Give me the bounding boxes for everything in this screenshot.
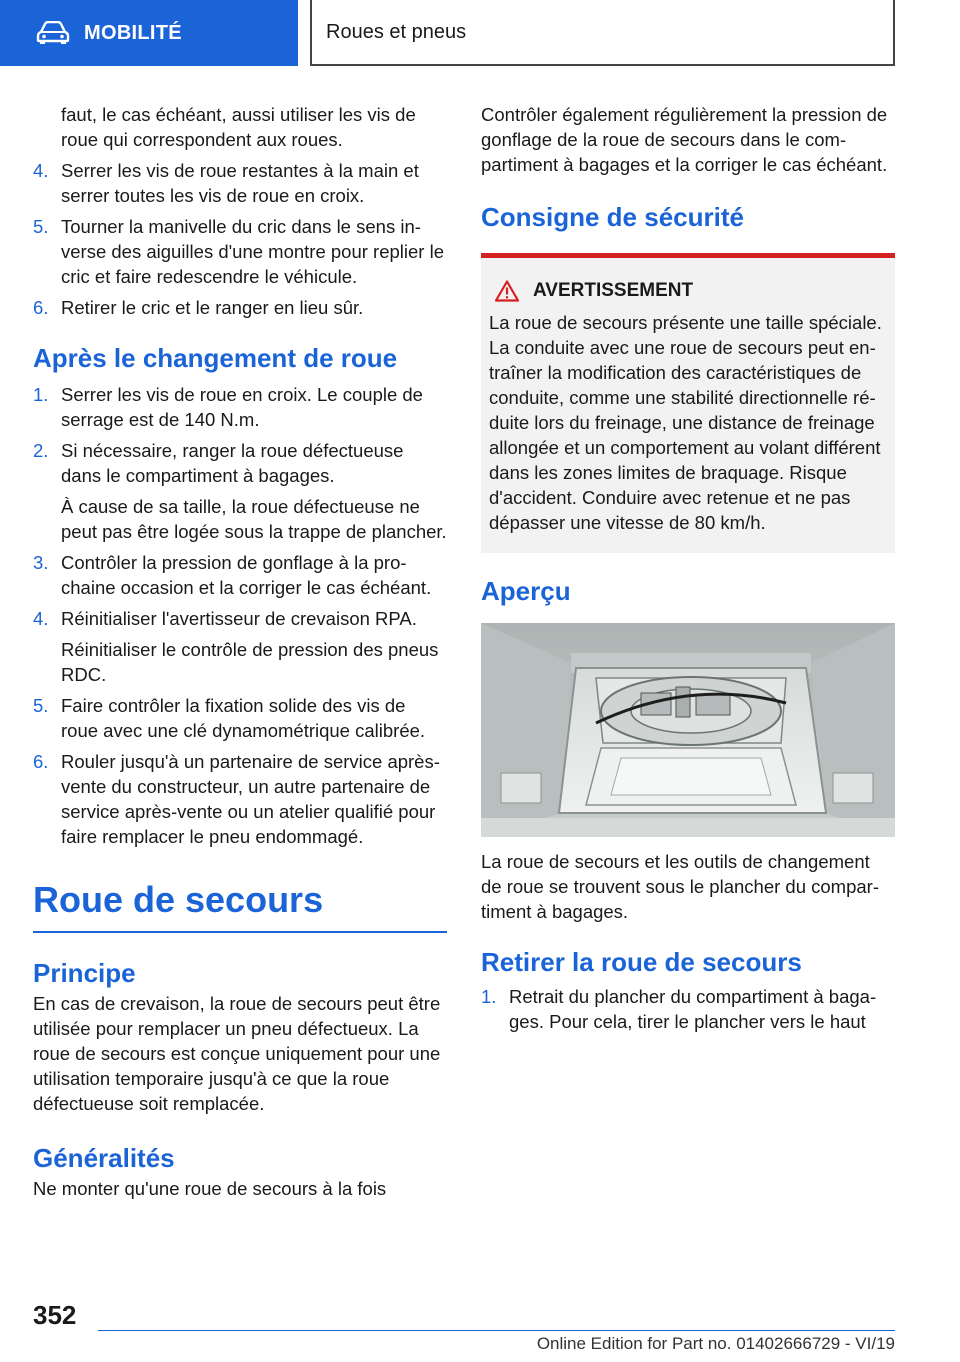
step-text: Si nécessaire, ranger la roue défectueuse dans le compartiment à bagages. — [61, 440, 404, 486]
list-item — [33, 693, 447, 743]
list-item — [481, 984, 895, 1034]
right-column — [481, 102, 895, 1040]
step-text: Réinitialiser l'avertisseur de crevaison RPA. — [61, 608, 417, 629]
step-text: Serrer les vis de roue en croix. Le couple de serrage est de 140 N.m. — [61, 384, 423, 430]
list-item — [33, 438, 447, 488]
overview-caption: La roue de secours et les outils de changement de roue se trouvent sous le plancher du compartiment à bagages. — [481, 851, 879, 922]
overview-heading: Aperçu — [481, 576, 571, 606]
step-number: 1. — [481, 986, 497, 1007]
step-number: 3. — [33, 552, 49, 573]
edition-text: Online Edition for Part no. 01402666729 - VI/19 — [536, 1334, 895, 1353]
page-header — [0, 0, 960, 66]
remove-heading: Retirer la roue de secours — [481, 947, 802, 977]
principle-heading: Principe — [33, 958, 136, 988]
principle-text: En cas de crevaison, la roue de secours peut être utilisée pour remplacer un pneu défectueux. La roue de secours est conçue uniquement pour une utilisation temporaire jusqu'à ce que la roue défectueuse soit remplacée. — [33, 993, 441, 1114]
general-heading: Généralités — [33, 1143, 175, 1173]
warning-title: AVERTISSEMENT — [533, 280, 694, 301]
trunk-spare-wheel-image — [481, 623, 895, 837]
step-number: 5. — [33, 695, 49, 716]
list-item — [33, 550, 447, 600]
step-number: 5. — [33, 216, 49, 237]
step-text: Contrôler la pression de gonflage à la prochaine occasion et la corriger le cas échéant. — [61, 552, 432, 598]
step-note: Réinitialiser le contrôle de pression des pneus RDC. — [61, 639, 439, 685]
step-number: 6. — [33, 297, 49, 318]
list-item — [33, 158, 447, 208]
left-column — [33, 102, 447, 1201]
step-number: 4. — [33, 608, 49, 629]
step-number: 6. — [33, 751, 49, 772]
heading-rule — [33, 931, 447, 933]
step-text: Serrer les vis de roue restantes à la main et serrer toutes les vis de roue en croix. — [61, 160, 419, 206]
warning-box — [481, 253, 895, 553]
spare-wheel-heading: Roue de secours — [33, 879, 324, 920]
step-number: 4. — [33, 160, 49, 181]
after-change-heading: Après le changement de roue — [33, 343, 398, 373]
list-item — [33, 214, 447, 289]
continued-text: Contrôler également régulièrement la pression de gonflage de la roue de secours dans le compartiment à bagages et la corriger le cas échéant. — [481, 104, 888, 175]
warning-header — [489, 280, 887, 302]
list-item — [33, 295, 447, 320]
footer-rule — [98, 1330, 895, 1331]
step-text: Retirer le cric et le ranger en lieu sûr. — [61, 297, 364, 318]
step-text: Tourner la manivelle du cric dans le sens inverse des aiguilles d'une montre pour replier le cric et faire redescendre le véhicule. — [61, 216, 444, 287]
car-icon — [36, 21, 70, 45]
step-number: 1. — [33, 384, 49, 405]
safety-heading: Consigne de sécurité — [481, 202, 744, 232]
step-note: À cause de sa taille, la roue défectueuse ne peut pas être logée sous la trappe de plancher. — [61, 496, 447, 542]
chapter-box — [310, 0, 895, 66]
step-text: Rouler jusqu'à un partenaire de service après-vente du constructeur, un autre partenaire de service après-vente ou un atelier qualifié pour faire remplacer le pneu endommagé. — [61, 751, 440, 847]
step-number: 2. — [33, 440, 49, 461]
list-item — [33, 382, 447, 432]
step-text: Faire contrôler la fixation solide des vis de roue avec une clé dynamométrique calibrée. — [61, 695, 426, 741]
page-number: 352 — [33, 1300, 77, 1330]
general-text: Ne monter qu'une roue de secours à la fois — [33, 1178, 387, 1199]
section-tab[interactable] — [0, 0, 298, 66]
chapter-title: Roues et pneus — [326, 20, 467, 43]
continued-text: faut, le cas échéant, aussi utiliser les vis de roue qui correspondent aux roues. — [61, 104, 416, 150]
warning-text: La roue de secours présente une taille spéciale. La conduite avec une roue de secours peut entraîner la modification des caractéristiques de conduite, comme une stabilité directionnelle réduite lors du freinage, une distance de freinage allongée et un comportement au volant différent dans les zones limites de braquage. Risque d'accident. Conduire avec retenue et ne pas dépasser une vitesse de 80 km/h. — [489, 312, 882, 533]
warning-triangle-icon — [495, 280, 519, 302]
section-label: MOBILITÉ — [84, 21, 182, 44]
list-item — [33, 749, 447, 849]
step-text: Retrait du plancher du compartiment à bagages. Pour cela, tirer le plancher vers le haut — [509, 986, 877, 1032]
list-item — [33, 606, 447, 631]
